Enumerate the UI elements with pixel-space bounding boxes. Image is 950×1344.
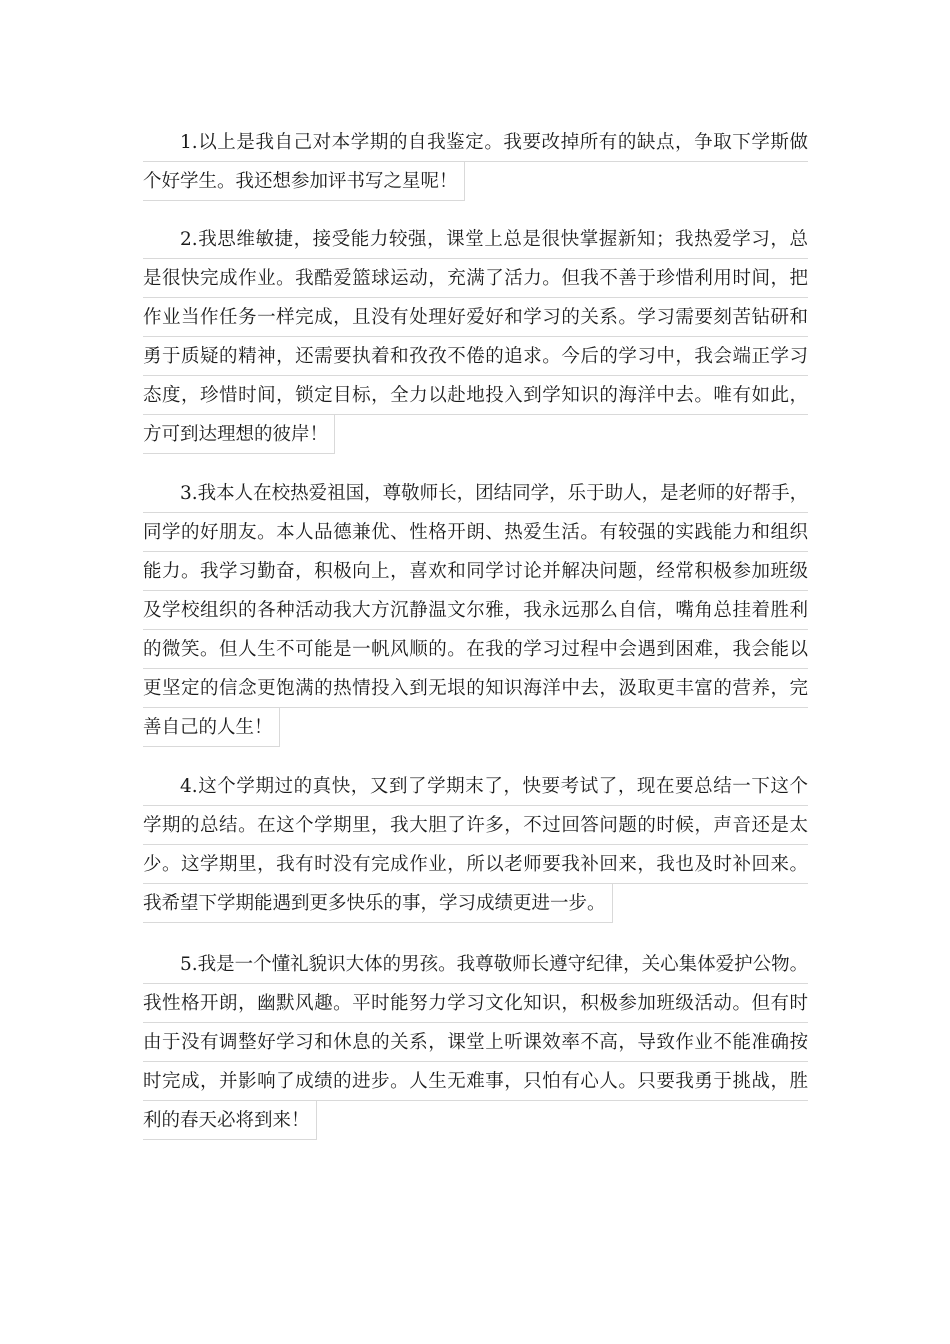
paragraph-line: 1.以上是我自己对本学期的自我鉴定。我要改掉所有的缺点，争取下学斯做 bbox=[143, 123, 808, 162]
paragraph-line: 作业当作任务一样完成，且没有处理好爱好和学习的关系。学习需要刻苦钻研和 bbox=[143, 298, 808, 337]
paragraph-line: 时完成，并影响了成绩的进步。人生无难事，只怕有心人。只要我勇于挑战，胜 bbox=[143, 1062, 808, 1101]
paragraph-line: 由于没有调整好学习和休息的关系，课堂上听课效率不高，导致作业不能准确按 bbox=[143, 1023, 808, 1062]
paragraph-line: 我希望下学期能遇到更多快乐的事，学习成绩更进一步。 bbox=[143, 884, 613, 923]
paragraph-line: 的微笑。但人生不可能是一帆风顺的。在我的学习过程中会遇到困难，我会能以 bbox=[143, 630, 808, 669]
paragraph-line: 我性格开朗，幽默风趣。平时能努力学习文化知识，积极参加班级活动。但有时 bbox=[143, 984, 808, 1023]
paragraph-line: 方可到达理想的彼岸！ bbox=[143, 415, 335, 454]
paragraph-line: 少。这学期里，我有时没有完成作业，所以老师要我补回来，我也及时补回来。 bbox=[143, 845, 808, 884]
paragraph-line: 能力。我学习勤奋，积极向上，喜欢和同学讨论并解决问题，经常积极参加班级 bbox=[143, 552, 808, 591]
paragraph-line: 学期的总结。在这个学期里，我大胆了许多，不过回答问题的时候，声音还是太 bbox=[143, 806, 808, 845]
paragraph-line: 及学校组织的各种活动我大方沉静温文尔雅，我永远那么自信，嘴角总挂着胜利 bbox=[143, 591, 808, 630]
paragraph-line: 个好学生。我还想参加评书写之星呢！ bbox=[143, 162, 465, 201]
paragraph-line: 同学的好朋友。本人品德兼优、性格开朗、热爱生活。有较强的实践能力和组织 bbox=[143, 513, 808, 552]
paragraph-line: 更坚定的信念更饱满的热情投入到无垠的知识海洋中去，汲取更丰富的营养，完 bbox=[143, 669, 808, 708]
paragraph-4 bbox=[143, 767, 808, 927]
paragraph-line: 5.我是一个懂礼貌识大体的男孩。我尊敬师长遵守纪律，关心集体爱护公物。 bbox=[143, 945, 808, 984]
paragraph-5 bbox=[143, 945, 808, 1144]
paragraph-3 bbox=[143, 474, 808, 751]
paragraph-line: 勇于质疑的精神，还需要执着和孜孜不倦的追求。今后的学习中，我会端正学习 bbox=[143, 337, 808, 376]
paragraph-line: 善自己的人生！ bbox=[143, 708, 280, 747]
paragraph-line: 态度，珍惜时间，锁定目标，全力以赴地投入到学知识的海洋中去。唯有如此， bbox=[143, 376, 808, 415]
paragraph-1 bbox=[143, 123, 808, 205]
paragraph-2 bbox=[143, 220, 808, 458]
paragraph-line: 是很快完成作业。我酷爱篮球运动，充满了活力。但我不善于珍惜利用时间，把 bbox=[143, 259, 808, 298]
paragraph-line: 利的春天必将到来！ bbox=[143, 1101, 317, 1140]
paragraph-line: 2.我思维敏捷，接受能力较强，课堂上总是很快掌握新知；我热爱学习，总 bbox=[143, 220, 808, 259]
paragraph-line: 4.这个学期过的真快，又到了学期末了，快要考试了，现在要总结一下这个 bbox=[143, 767, 808, 806]
paragraph-line: 3.我本人在校热爱祖国，尊敬师长，团结同学，乐于助人，是老师的好帮手， bbox=[143, 474, 808, 513]
